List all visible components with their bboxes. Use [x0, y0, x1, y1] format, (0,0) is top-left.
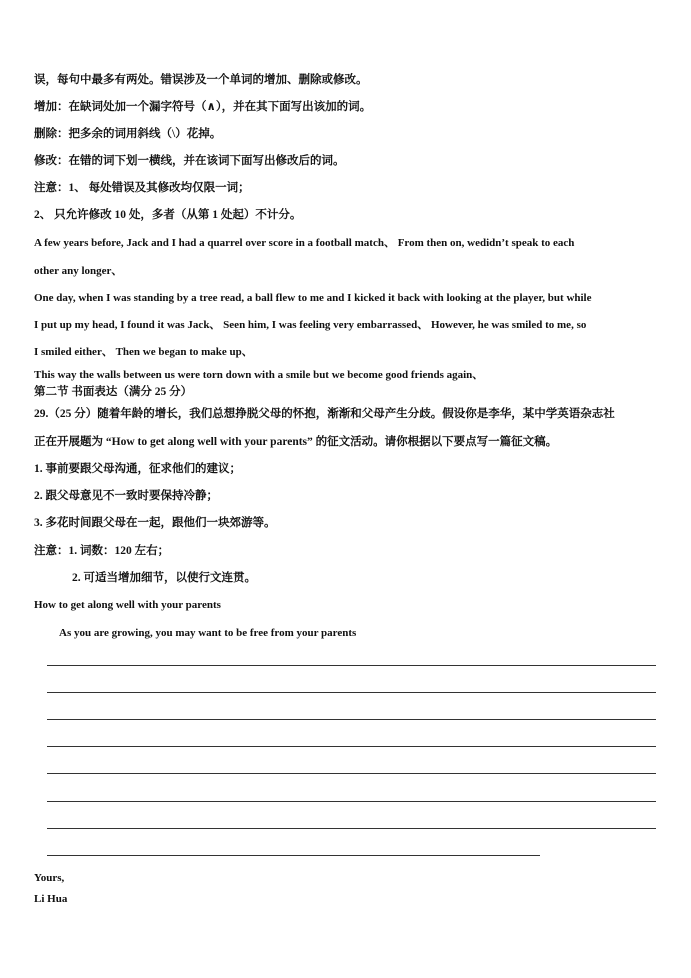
instruction-line: 增加：在缺词处加一个漏字符号（∧），并在其下面写出该加的词。	[34, 101, 372, 113]
closing: Yours,	[34, 872, 65, 884]
writing-line[interactable]	[47, 855, 540, 856]
writing-line[interactable]	[47, 828, 656, 829]
writing-line[interactable]	[47, 801, 656, 802]
question-line: 2. 跟父母意见不一致时要保持冷静；	[34, 490, 218, 502]
passage-line: other any longer、	[34, 265, 123, 277]
instruction-line: 误，每句中最多有两处。错误涉及一个单词的增加、删除或修改。	[34, 74, 368, 86]
passage-line: I put up my head, I found it was Jack、 Seen him, I was feeling very embarrassed、 However, he was smiled to me, so	[34, 319, 587, 331]
question-line: 29.（25 分）随着年龄的增长，我们总想挣脱父母的怀抱，渐渐和父母产生分歧。假设你是李华，某中学英语杂志社	[34, 408, 615, 420]
writing-line[interactable]	[47, 719, 656, 720]
instruction-line: 删除：把多余的词用斜线（\）花掉。	[34, 128, 222, 140]
writing-line[interactable]	[47, 773, 656, 774]
essay-start: As you are growing, you may want to be free from your parents	[59, 627, 357, 639]
writing-line[interactable]	[47, 692, 656, 693]
question-line: 2. 可适当增加细节，以使行文连贯。	[72, 572, 256, 584]
instruction-line: 2、 只允许修改 10 处，多者（从第 1 处起）不计分。	[34, 209, 302, 221]
signature: Li Hua	[34, 893, 68, 905]
question-line: 正在开展题为 “How to get along well with your parents” 的征文活动。请你根据以下要点写一篇征文稿。	[34, 436, 558, 448]
writing-line[interactable]	[47, 746, 656, 747]
passage-line: A few years before, Jack and I had a quarrel over score in a football match、 From then on, wedidn’t speak to each	[34, 237, 575, 249]
passage-line: I smiled either、 Then we began to make up、	[34, 346, 253, 358]
question-line: 注意：1. 词数：120 左右；	[34, 545, 170, 557]
question-line: 3. 多花时间跟父母在一起，跟他们一块郊游等。	[34, 517, 276, 529]
section-title: 第二节 书面表达（满分 25 分）	[34, 386, 193, 398]
question-line: 1. 事前要跟父母沟通，征求他们的建议；	[34, 463, 241, 475]
passage-line: This way the walls between us were torn down with a smile but we become good friends again、	[34, 369, 484, 381]
passage-line: One day, when I was standing by a tree read, a ball flew to me and I kicked it back with looking at the player, but while	[34, 292, 592, 304]
instruction-line: 修改：在错的词下划一横线，并在该词下面写出修改后的词。	[34, 155, 345, 167]
essay-title: How to get along well with your parents	[34, 599, 221, 611]
writing-line[interactable]	[47, 665, 656, 666]
instruction-line: 注意：1、 每处错误及其修改均仅限一词；	[34, 182, 250, 194]
